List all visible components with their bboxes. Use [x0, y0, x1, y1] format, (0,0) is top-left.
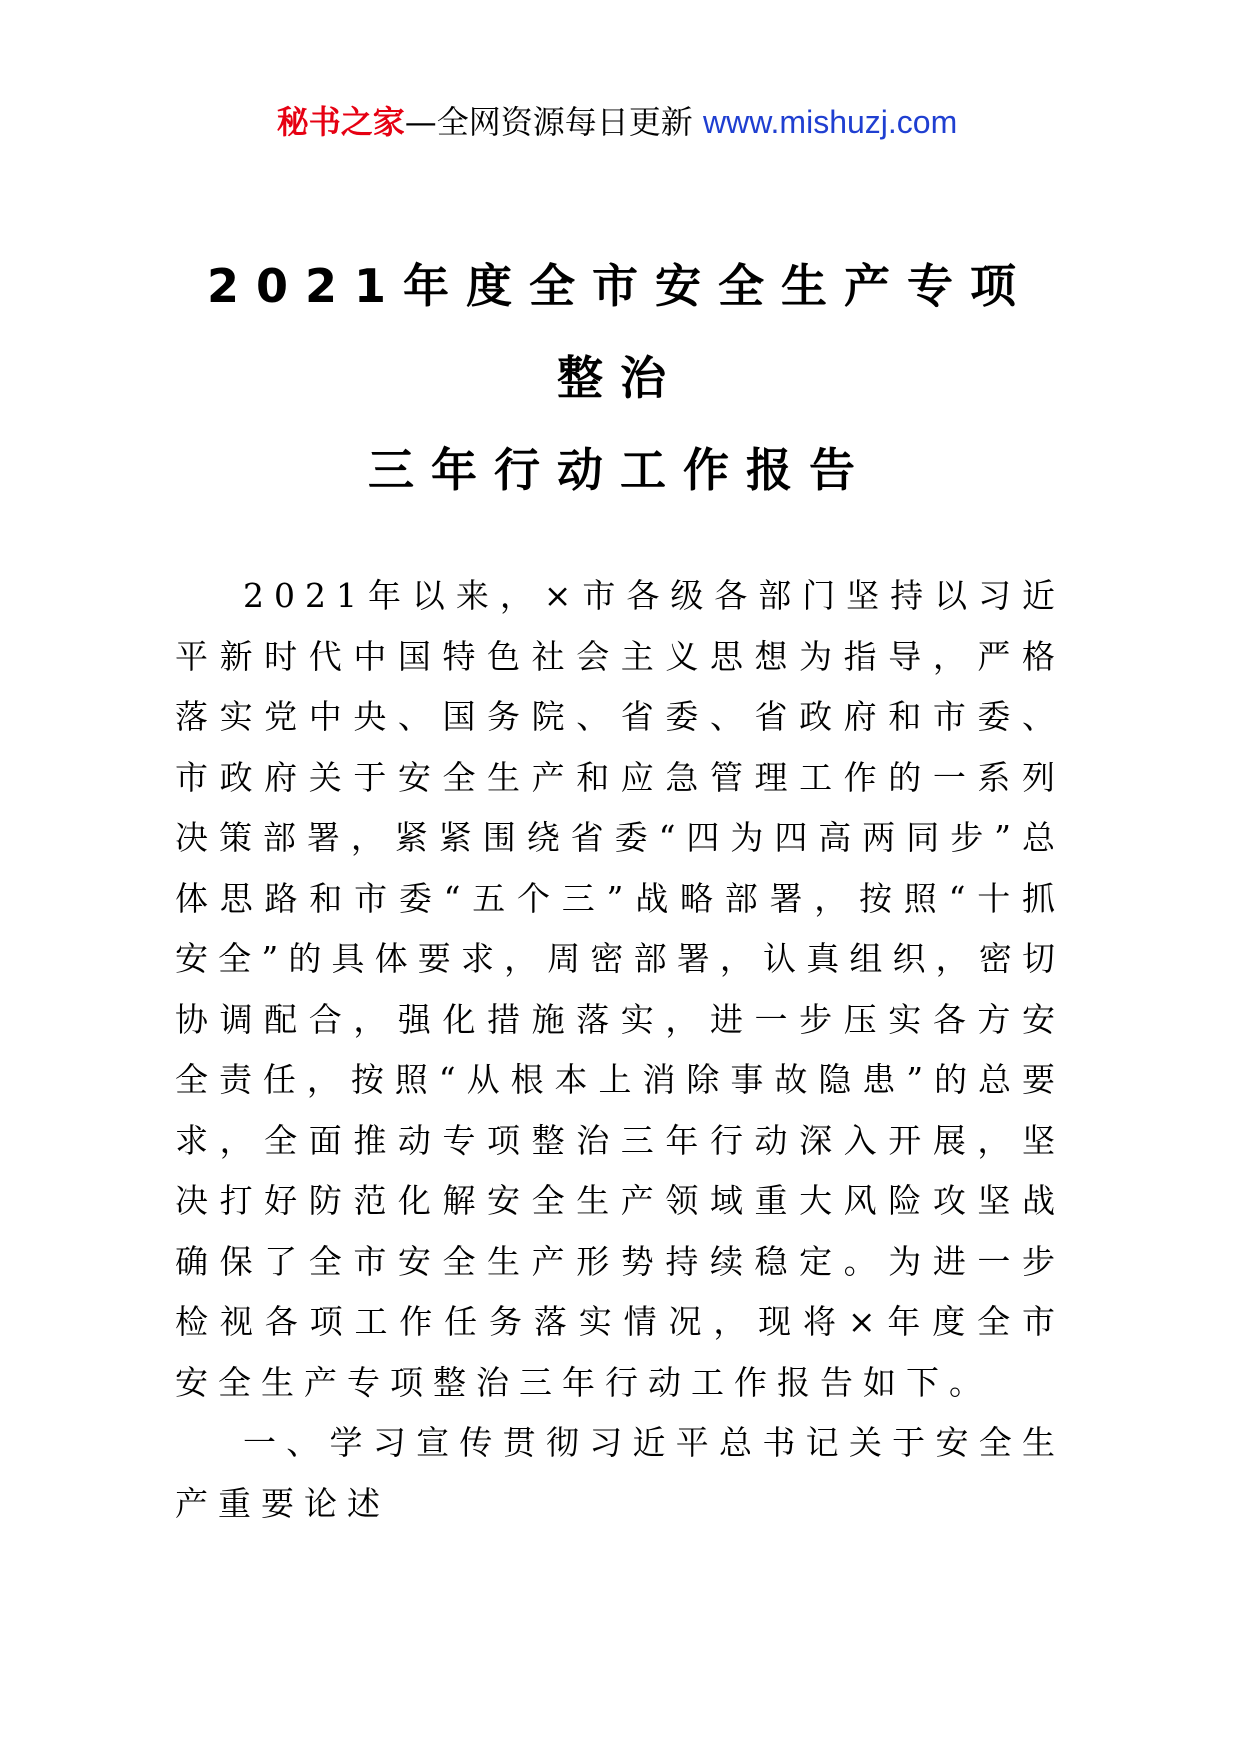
- document-title: [180, 240, 1060, 516]
- section-heading-1: 一、学习宣传贯彻习近平总书记关于安全生产重要论述: [175, 1423, 1065, 1523]
- site-url-link[interactable]: www.mishuzj.com: [702, 104, 958, 140]
- site-banner: [0, 100, 1234, 144]
- brand-name: 秘书之家: [276, 103, 405, 141]
- title-line-1: 2021年度全市安全生产专项整治: [206, 259, 1034, 405]
- title-line-2: 三年行动工作报告: [368, 443, 872, 497]
- document-body: [175, 566, 1065, 1534]
- intro-paragraph: 2021年以来，×市各级各部门坚持以习近平新时代中国特色社会主义思想为指导，严格落实党中央、国务院、省委、省政府和市委、市政府关于安全生产和应急管理工作的一系列决策部署，紧紧围绕省委“四为四高两同步”总体思路和市委“五个三”战略部署，按照“十抓安全”的具体要求，周密部署，认真组织，密切协调配合，强化措施落实，进一步压实各方安全责任，按照“从根本上消除事故隐患”的总要求，全面推动专项整治三年行动深入开展，坚决打好防范化解安全生产领域重大风险攻坚战确保了全市安全生产形势持续稳定。为进一步检视各项工作任务落实情况，现将×年度全市安全生产专项整治三年行动工作报告如下。: [175, 576, 1065, 1402]
- site-slogan: —全网资源每日更新: [404, 103, 693, 141]
